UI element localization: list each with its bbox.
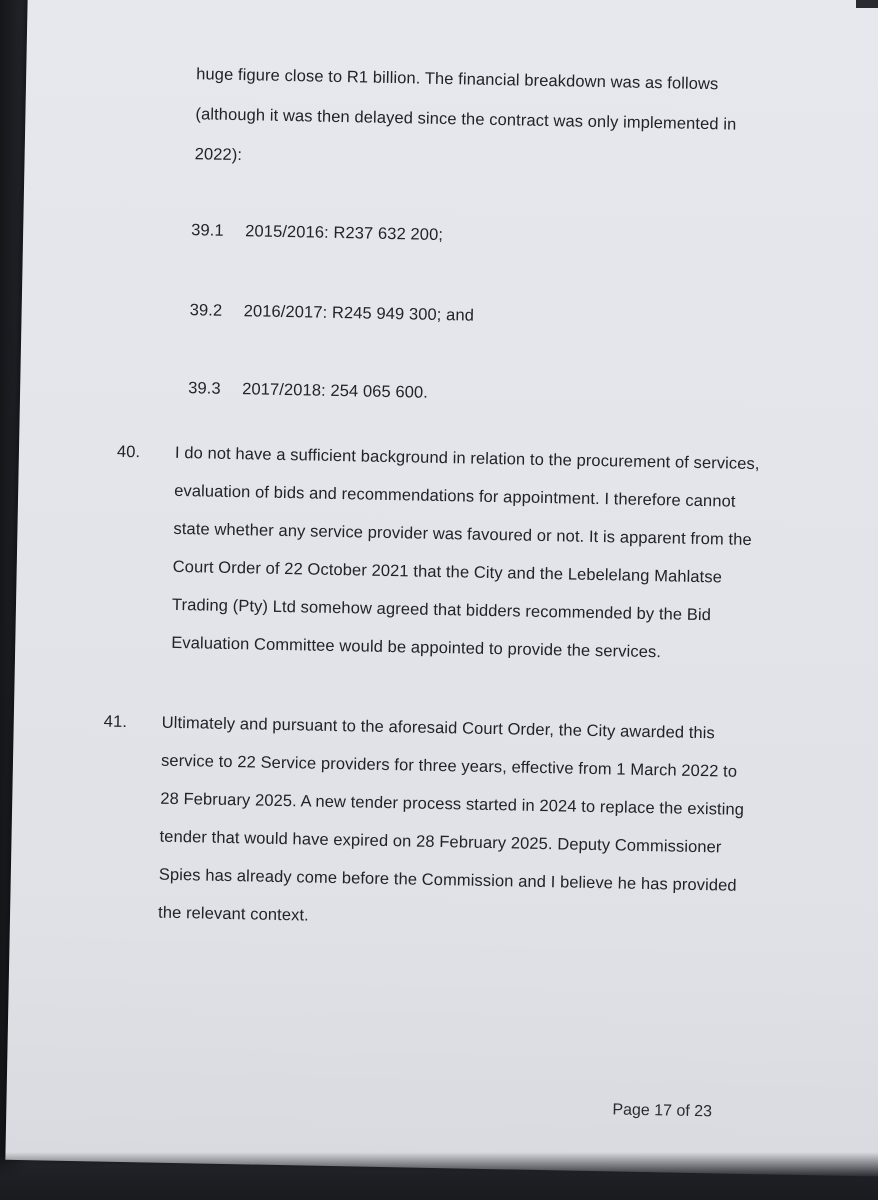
paragraph-line: the relevant context. <box>157 903 309 925</box>
intro-paragraph <box>194 65 796 165</box>
paragraph-line: Trading (Pty) Ltd somehow agreed that bidders recommended by the Bid <box>171 595 712 625</box>
paragraph-line: 28 February 2025. A new tender process started in 2024 to replace the existing <box>160 789 745 819</box>
paragraph-line: I do not have a sufficient background in relation to the procurement of services, <box>174 443 760 474</box>
paragraph-line: Spies has already come before the Commission and I believe he has provided <box>158 865 737 895</box>
subitem-number: 39.2 <box>189 301 223 320</box>
subitem-text: 2015/2016: R237 632 200; <box>245 222 444 245</box>
intro-line: (although it was then delayed since the contract was only implemented in <box>195 105 737 134</box>
intro-line: huge figure close to R1 billion. The financial breakdown was as follows <box>196 65 719 94</box>
paragraph-line: Court Order of 22 October 2021 that the City and the Lebelelang Mahlatse <box>172 557 723 587</box>
paragraph-number: 40. <box>116 442 141 462</box>
paragraph-number: 41. <box>103 712 128 732</box>
subitem-text: 2016/2017: R245 949 300; and <box>243 302 475 325</box>
intro-line: 2022): <box>194 145 243 165</box>
subitem-number: 39.3 <box>188 379 221 398</box>
subitem-number: 39.1 <box>191 221 224 240</box>
photo-bottom-shadow <box>0 1152 878 1200</box>
photo-corner <box>856 0 878 8</box>
paragraph-line: service to 22 Service providers for three years, effective from 1 March 2022 to <box>160 751 738 781</box>
paragraph-line: evaluation of bids and recommendations for appointment. I therefore cannot <box>174 481 736 511</box>
page-number: Page 17 of 23 <box>612 1101 713 1121</box>
subitem-text: 2017/2018: 254 065 600. <box>242 380 429 402</box>
paragraph-line: tender that would have expired on 28 February 2025. Deputy Commissioner <box>159 827 722 857</box>
paragraph-line: Ultimately and pursuant to the aforesaid Court Order, the City awarded this <box>161 713 716 743</box>
paragraph-line: Evaluation Committee would be appointed to provide the services. <box>171 633 662 662</box>
paragraph-line: state whether any service provider was favoured or not. It is apparent from the <box>173 519 752 549</box>
document-page <box>5 0 878 1177</box>
paragraph-40 <box>116 442 797 662</box>
paragraph-41 <box>103 712 794 925</box>
